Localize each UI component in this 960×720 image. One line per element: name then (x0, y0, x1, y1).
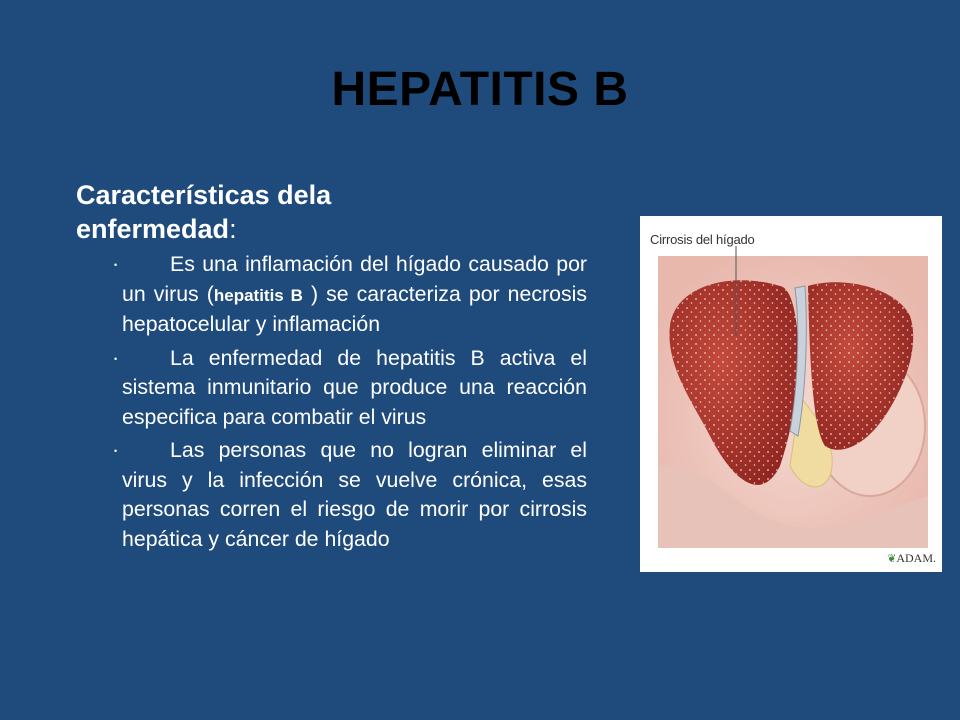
figure-caption: Cirrosis del hígado (650, 232, 755, 247)
liver-cirrhosis-image (640, 216, 942, 572)
bullet-list (114, 250, 587, 558)
leaf-icon: ❦ (887, 553, 897, 565)
bullet-text: La enfermedad de hepatitis B activa el sistema inmunitario que produce una reacción especifica para combatir el virus (122, 345, 587, 429)
section-heading (76, 178, 476, 246)
bullet-icon: • (114, 446, 118, 456)
bullet-text: Las personas que no logran eliminar el virus y la infección se vuelve crónica, esas personas corren el riesgo de morir por cirrosis hepática y cáncer de hígado (122, 438, 587, 551)
bullet-item (114, 436, 587, 554)
adam-logo (887, 551, 936, 566)
bullet-bold-text: hepatitis B (213, 285, 303, 305)
bullet-icon: • (114, 260, 118, 270)
bullet-text: Es una inflamación del hígado causado por un virus ( (122, 252, 587, 306)
slide-title: HEPATITIS B (331, 63, 629, 116)
adam-logo-text: ADAM. (896, 551, 936, 565)
liver-illustration (640, 216, 942, 572)
section-heading-line2: enfermedad (76, 214, 230, 244)
bullet-text: ) se caracteriza por necrosis hepatocelular y inflamación (122, 281, 587, 336)
section-heading-line1: Características dela (76, 180, 332, 210)
bullet-item (114, 250, 587, 340)
section-heading-colon: : (229, 214, 237, 244)
bullet-item (114, 344, 587, 433)
bullet-icon: • (114, 353, 118, 364)
